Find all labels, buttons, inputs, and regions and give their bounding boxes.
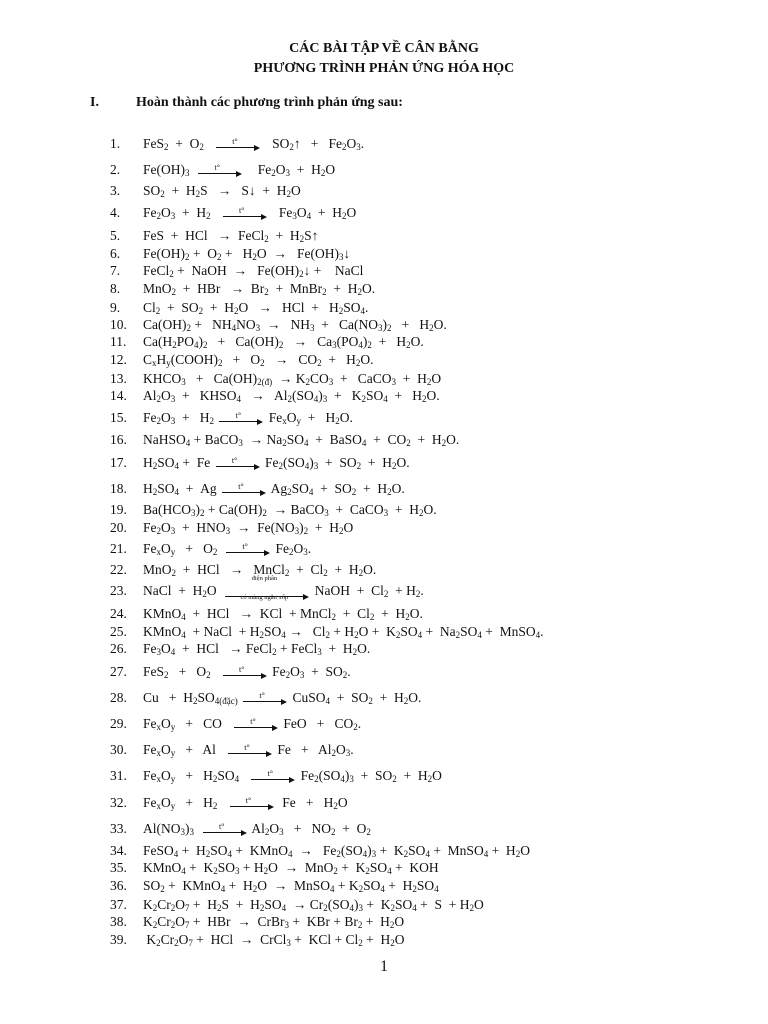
equation-number: 24. [110,606,127,621]
equation-number: 25. [110,624,127,639]
heat-arrow-icon: t° [230,798,274,810]
equation-number: 19. [110,502,127,517]
equation-number: 36. [110,878,127,893]
equation-number: 17. [110,455,127,470]
equation-formula: $Fe_xO_y + Al$ t° $Fe + Al_2O_3$. [143,742,354,758]
heat-arrow-icon: t° [203,824,247,836]
heat-arrow-icon: t° [243,693,287,705]
equation-formula: $Fe_xO_y + H_2SO_4$ t° $Fe_2(SO_4)_3 + SO_2 + H_2O$ [143,768,442,784]
equation-number: 2. [110,162,121,177]
equation-formula: $Ba(HCO_3)_2 + Ca(OH)_2$ → BaCO$_3$ + CaCO$_3$ + $H_2O$. [143,502,437,518]
equation-number: 23. [110,583,127,598]
equation-number: 1. [110,136,121,151]
equation-formula: $SO_2 + H_2S$ → S↓ + $H_2O$ [143,183,301,199]
heat-arrow-icon: t° [223,208,267,220]
equation-formula: $Fe(OH)_3$ t° $Fe_2O_3 + H_2O$ [143,162,336,178]
heat-arrow-icon: t° [219,413,263,425]
equation-number: 14. [110,388,127,403]
equation-number: 4. [110,205,121,220]
equation-formula: $C_xH_y(COOH)_2 + O_2 \to CO_2 + H_2O$. [143,352,374,368]
equation-formula: $Al_2O_3$ + $KHSO_4 \to Al_2(SO_4)_3 + K_2SO_4 + H_2O$. [143,388,440,404]
equation-number: 12. [110,352,127,367]
equation-formula: $SO_2$ + KMnO$_4$ + $H_2O$ → MnSO$_4$ + $K_2SO_4 + H_2SO_4$ [143,878,439,894]
equation-number: 34. [110,843,127,858]
equation-formula: MnO$_2$ + HCl → MnCl$_2$ + $Cl_2 + H_2O$. [143,562,377,578]
equation-formula: KMnO$_4$ + $K_2SO_3 + H_2O \to MnO_2 + K_2SO_4$ + KOH [143,860,439,876]
equation-number: 28. [110,690,127,705]
equation-formula: KMnO$_4$ + HCl → KCl + MnCl$_2$ + $Cl_2 + H_2O$. [143,606,423,622]
equation-formula: $Ca(H_2PO_4)_2 + Ca(OH)_2 \to Ca_3(PO_4)_2 + H_2O$. [143,334,424,350]
heat-arrow-icon: t° [226,544,270,556]
heat-arrow-icon: t° [223,667,267,679]
equation-formula: $FeS_2 + O_2$ t° $Fe_2O_3 + SO_2$. [143,664,351,680]
electrolysis-arrow-icon: điện phân có màng ngăn xốp [225,584,309,600]
equation-number: 33. [110,821,127,836]
equation-number: 7. [110,263,121,278]
equation-number: 39. [110,932,127,947]
equation-formula: NaHSO$_4$ + BaCO$_3$ → $Na_2SO_4$ + BaSO$_4$ + $CO_2 + H_2O$. [143,432,460,448]
equation-number: 13. [110,371,127,386]
equation-number: 22. [110,562,127,577]
equation-formula: $K_2Cr_2O_7$ + HBr → CrBr$_3$ + KBr + $Br_2 + H_2O$ [143,914,405,930]
equation-number: 16. [110,432,127,447]
equation-number: 11. [110,334,127,349]
equation-number: 20. [110,520,127,535]
heat-arrow-icon: t° [216,139,260,151]
heat-arrow-icon: t° [198,165,242,177]
equation-formula: $Fe_3O_4$ + HCl → FeCl$_2$ + FeCl$_3$ + $H_2O$. [143,641,371,657]
equation-formula: $Fe_2O_3 + H_2$ t° $Fe_3O_4 + H_2O$ [143,205,357,221]
equation-formula: $Fe_2O_3 + HNO_3 \to Fe(NO_3)_2 + H_2O$ [143,520,354,536]
equation-formula: NaCl + $H_2O$ điện phân có màng ngăn xốp NaOH + $Cl_2 + H_2$. [143,574,424,601]
equation-formula: $Fe_xO_y$ + CO t° FeO + $CO_2$. [143,716,362,732]
equation-formula: $K_2Cr_2O_7 + H_2S + H_2SO_4 \to Cr_2(SO_4)_3 + K_2SO_4 + S + H_2O$ [143,897,484,913]
page-number: 1 [380,958,388,975]
equation-number: 6. [110,246,121,261]
equation-number: 21. [110,541,127,556]
equation-number: 30. [110,742,127,757]
equation-number: 38. [110,914,127,929]
section-number: I. [90,95,99,110]
equation-number: 8. [110,281,121,296]
page-title: CÁC BÀI TẬP VỀ CÂN BẰNG [289,41,479,56]
equation-number: 26. [110,641,127,656]
heat-arrow-icon: t° [234,719,278,731]
equation-number: 9. [110,300,121,315]
equation-formula: $K_2Cr_2O_7$ + HCl → CrCl$_3$ + KCl + $Cl_2 + H_2O$ [143,932,405,948]
equation-number: 37. [110,897,127,912]
equation-number: 18. [110,481,127,496]
page-subtitle: PHƯƠNG TRÌNH PHẢN ỨNG HÓA HỌC [253,61,515,76]
equation-formula: $Fe_xO_y + O_2$ t° $Fe_2O_3$. [143,541,312,557]
equation-formula: $Fe_xO_y + H_2$ t° $Fe + H_2O$ [143,795,348,811]
equation-number: 5. [110,228,121,243]
equation-formula: $H_2SO_4 + Ag$ t° $Ag_2SO_4 + SO_2 + H_2O$. [143,481,405,497]
heat-arrow-icon: t° [216,458,260,470]
equation-formula: MnO$_2$ + HBr → $Br_2$ + MnBr$_2$ + $H_2O$. [143,281,376,297]
equation-formula: $Al(NO_3)_3$ t° $Al_2O_3 + NO_2 + O_2$ [143,821,371,837]
heat-arrow-icon: t° [228,745,272,757]
equation-formula: KMnO$_4$ + NaCl + $H_2SO_4 \to Cl_2 + H_2O + K_2SO_4 + Na_2SO_4$ + MnSO$_4$. [143,624,544,640]
section-heading-text: Hoàn thành các phương trình phản ứng sau: [136,95,403,110]
equation-formula: $Fe_2O_3 + H_2$ t° $Fe_xO_y + H_2O$. [143,410,353,426]
heat-arrow-icon: t° [222,484,266,496]
equation-number: 35. [110,860,127,875]
equation-formula: $KHCO_3 + Ca(OH)_{2(đ)} \to K_2CO_3$ + CaCO$_3$ + $H_2O$ [143,371,442,387]
equation-number: 27. [110,664,127,679]
equation-formula: FeCl$_2$ + NaOH → $Fe(OH)_2↓$ + NaCl [143,263,364,279]
equation-formula: $Cl_2 + SO_2 + H_2O$ → HCl + $H_2SO_4$. [143,300,369,316]
equation-formula: $H_2SO_4 + Fe$ t° $Fe_2(SO_4)_3 + SO_2 + H_2O$. [143,455,410,471]
equation-number: 29. [110,716,127,731]
equation-formula: $Ca(OH)_2 + NH_4NO_3 \to NH_3 + Ca(NO_3)_2 + H_2O$. [143,317,447,333]
equation-formula: $Fe(OH)_2 + O_2 + H_2O$ → $Fe(OH)_3↓$ [143,246,351,262]
equation-number: 31. [110,768,127,783]
equation-number: 15. [110,410,127,425]
equation-formula: $FeS_2 + O_2$ t° $SO_2↑ + Fe_2O_3$. [143,136,365,152]
equation-formula: FeS + HCl → FeCl$_2$ + $H_2S↑$ [143,228,319,244]
heat-arrow-icon: t° [251,771,295,783]
equation-formula: FeSO$_4$ + $H_2SO_4$ + KMnO$_4$ → $Fe_2(SO_4)_3 + K_2SO_4$ + MnSO$_4$ + $H_2O$ [143,843,530,859]
equation-number: 32. [110,795,127,810]
section-heading [90,95,403,111]
equation-number: 10. [110,317,127,332]
equation-number: 3. [110,183,121,198]
equation-formula: $Cu + H_2SO_{4(đặc)}$ t° CuSO$_4$ + $SO_2 + H_2O$. [143,690,422,706]
